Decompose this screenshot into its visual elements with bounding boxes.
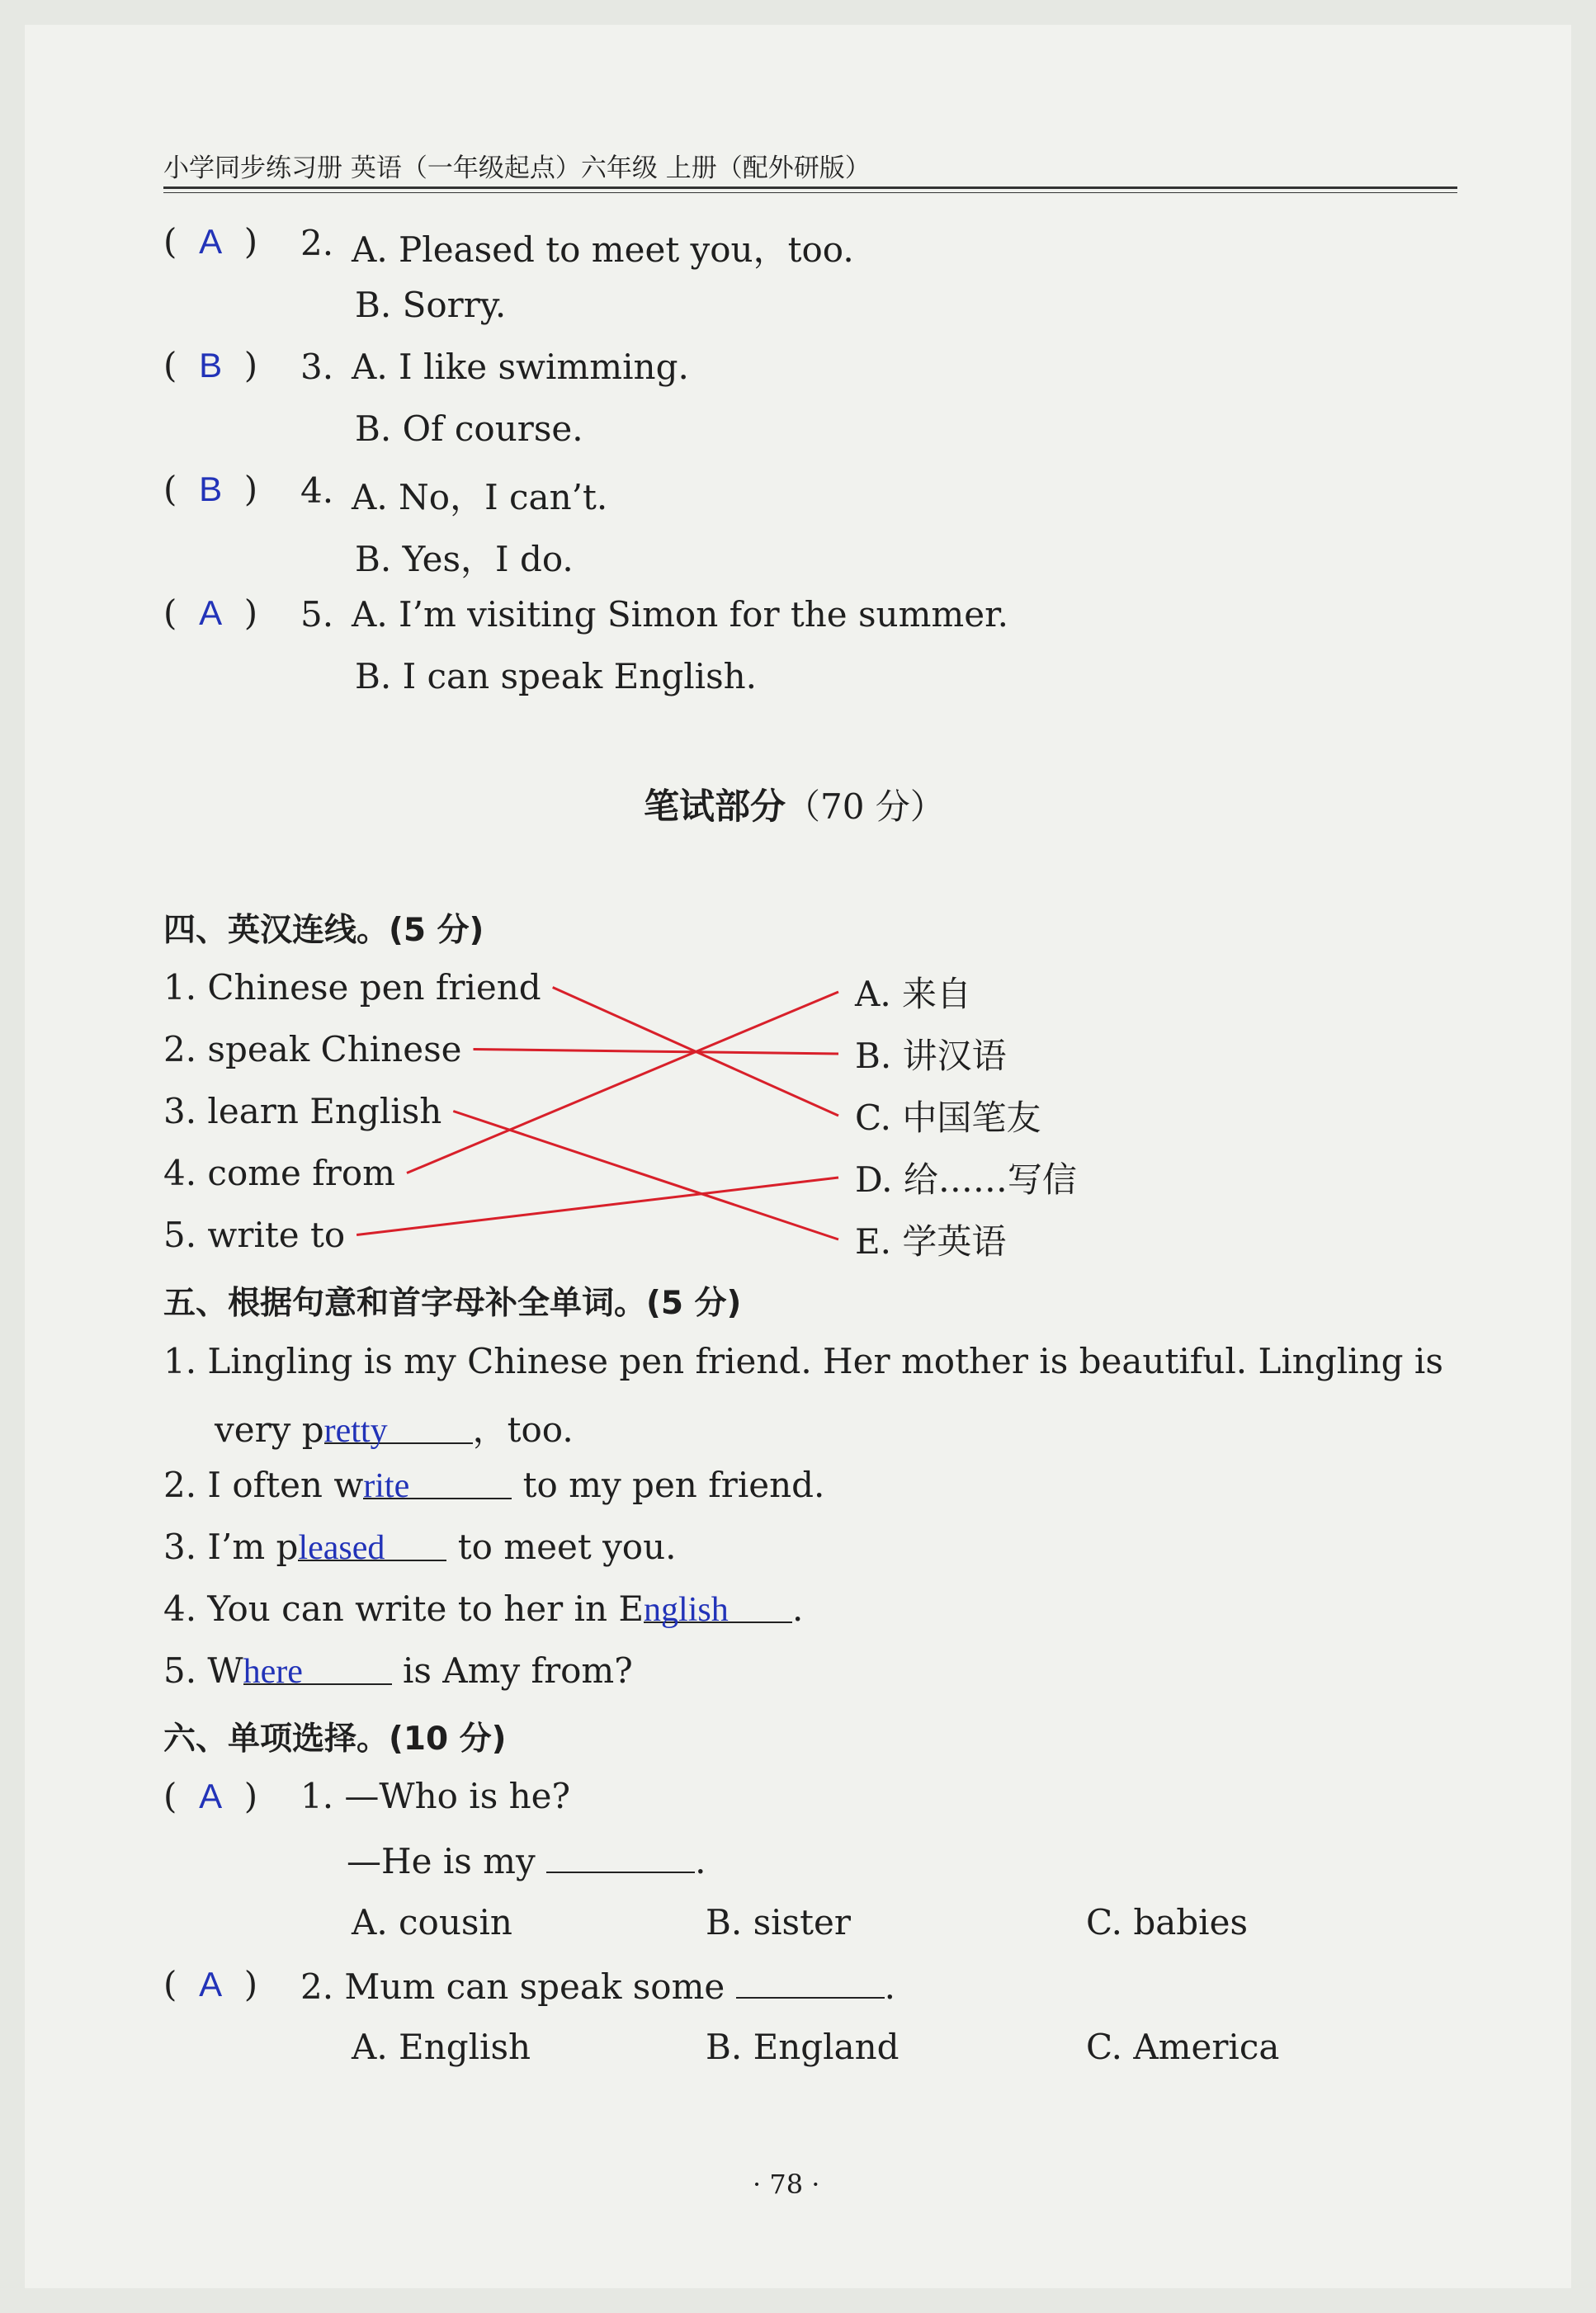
fill-q1-line1: 1. Lingling is my Chinese pen friend. Her mother is beautiful. Lingling is	[163, 1341, 1443, 1381]
item-number: 4.	[300, 470, 334, 511]
fill-q4	[163, 1588, 803, 1629]
handwritten-answer: retty	[323, 1412, 388, 1450]
answer-blank	[736, 1964, 885, 1999]
answer-bracket: ( A )	[163, 1964, 258, 2004]
answer-bracket: ( B )	[163, 469, 258, 509]
stem-text: 2. Mum can speak some	[300, 1966, 725, 2007]
answer-blank	[363, 1465, 512, 1505]
fill-q2	[163, 1465, 824, 1505]
fill-prefix: 2. I often w	[163, 1465, 364, 1505]
answer-blank	[644, 1588, 792, 1629]
handwritten-answer: leased	[298, 1529, 385, 1567]
answer-blank	[243, 1650, 392, 1691]
match-right-item: B. 讲汉语	[855, 1036, 1007, 1076]
section-points: （70 分）	[786, 786, 945, 827]
mc-option: B. England	[706, 2027, 900, 2067]
answer-bracket: ( A )	[163, 592, 258, 633]
answer-choice: A	[199, 1777, 223, 1815]
fill-suffix: ，too.	[472, 1409, 574, 1450]
answer-choice: A	[199, 222, 223, 261]
item-number: 3.	[300, 347, 334, 387]
answer-bracket: ( B )	[163, 345, 258, 385]
match-right-item: C. 中国笔友	[855, 1097, 1041, 1138]
option-a: A. No，I can’t.	[352, 477, 608, 517]
stem-end: .	[695, 1841, 706, 1881]
book-header: 小学同步练习册 英语（一年级起点）六年级 上册（配外研版）	[163, 153, 871, 183]
option-b: B. Of course.	[355, 408, 583, 449]
answer-bracket: ( A )	[163, 1776, 258, 1816]
option-b: B. Sorry.	[355, 285, 507, 325]
handwritten-answer: here	[243, 1653, 303, 1691]
mc-option: A. cousin	[352, 1902, 512, 1942]
handwritten-answer: nglish	[644, 1591, 729, 1629]
fill-q3	[163, 1527, 677, 1567]
fill-suffix: to meet you.	[457, 1527, 677, 1567]
answer-blank	[323, 1409, 473, 1450]
match-right-item: E. 学英语	[855, 1221, 1007, 1262]
section-title-text: 笔试部分	[644, 786, 786, 828]
section4-heading: 四、英汉连线。(5 分)	[163, 912, 484, 949]
match-left-item: 1. Chinese pen friend	[163, 967, 541, 1008]
fill-prefix: 5. W	[163, 1650, 243, 1691]
answer-blank	[298, 1527, 446, 1567]
match-left-item: 2. speak Chinese	[163, 1029, 462, 1069]
answer-choice: B	[199, 470, 223, 508]
match-right-item: A. 来自	[855, 974, 972, 1014]
option-a: A. I’m visiting Simon for the summer.	[352, 594, 1008, 635]
match-left-item: 4. come from	[163, 1153, 395, 1193]
option-b: B. I can speak English.	[355, 656, 758, 696]
match-left-item: 5. write to	[163, 1215, 346, 1255]
section6-heading: 六、单项选择。(10 分)	[163, 1721, 507, 1758]
fill-prefix: very p	[215, 1409, 324, 1450]
page-number: · 78 ·	[753, 2169, 820, 2200]
mc-option: C. babies	[1086, 1902, 1248, 1942]
answer-choice: B	[199, 346, 223, 385]
stem-text: —He is my	[347, 1841, 536, 1881]
fill-prefix: 3. I’m p	[163, 1527, 299, 1567]
option-a: A. I like swimming.	[352, 347, 689, 387]
fill-prefix: 4. You can write to her in E	[163, 1588, 645, 1629]
mc-q1-stem: 1. —Who is he?	[300, 1776, 571, 1816]
fill-q5	[163, 1650, 633, 1691]
mc-q2-stem	[300, 1964, 895, 2007]
option-a: A. Pleased to meet you，too.	[352, 229, 854, 270]
fill-q1-line2	[215, 1403, 574, 1452]
mc-option: B. sister	[706, 1902, 851, 1942]
answer-choice: A	[199, 1965, 223, 2004]
item-number: 5.	[300, 594, 334, 635]
section5-heading: 五、根据句意和首字母补全单词。(5 分)	[163, 1285, 742, 1322]
match-right-item: D. 给……写信	[855, 1159, 1077, 1200]
answer-blank	[546, 1839, 695, 1873]
mc-q1-stem2	[347, 1839, 706, 1881]
fill-suffix: to my pen friend.	[522, 1465, 825, 1505]
option-b: B. Yes，I do.	[355, 539, 574, 579]
match-line	[474, 1050, 839, 1055]
fill-suffix: is Amy from?	[402, 1650, 633, 1691]
mc-option: A. English	[352, 2027, 531, 2067]
stem-end: .	[884, 1966, 895, 2007]
match-left-item: 3. learn English	[163, 1091, 442, 1131]
item-number: 2.	[300, 223, 334, 263]
mc-option: C. America	[1086, 2027, 1280, 2067]
answer-choice: A	[199, 593, 223, 632]
answer-bracket: ( A )	[163, 221, 258, 262]
fill-suffix: .	[792, 1588, 804, 1629]
handwritten-answer: rite	[363, 1467, 410, 1505]
match-line	[357, 1178, 838, 1235]
